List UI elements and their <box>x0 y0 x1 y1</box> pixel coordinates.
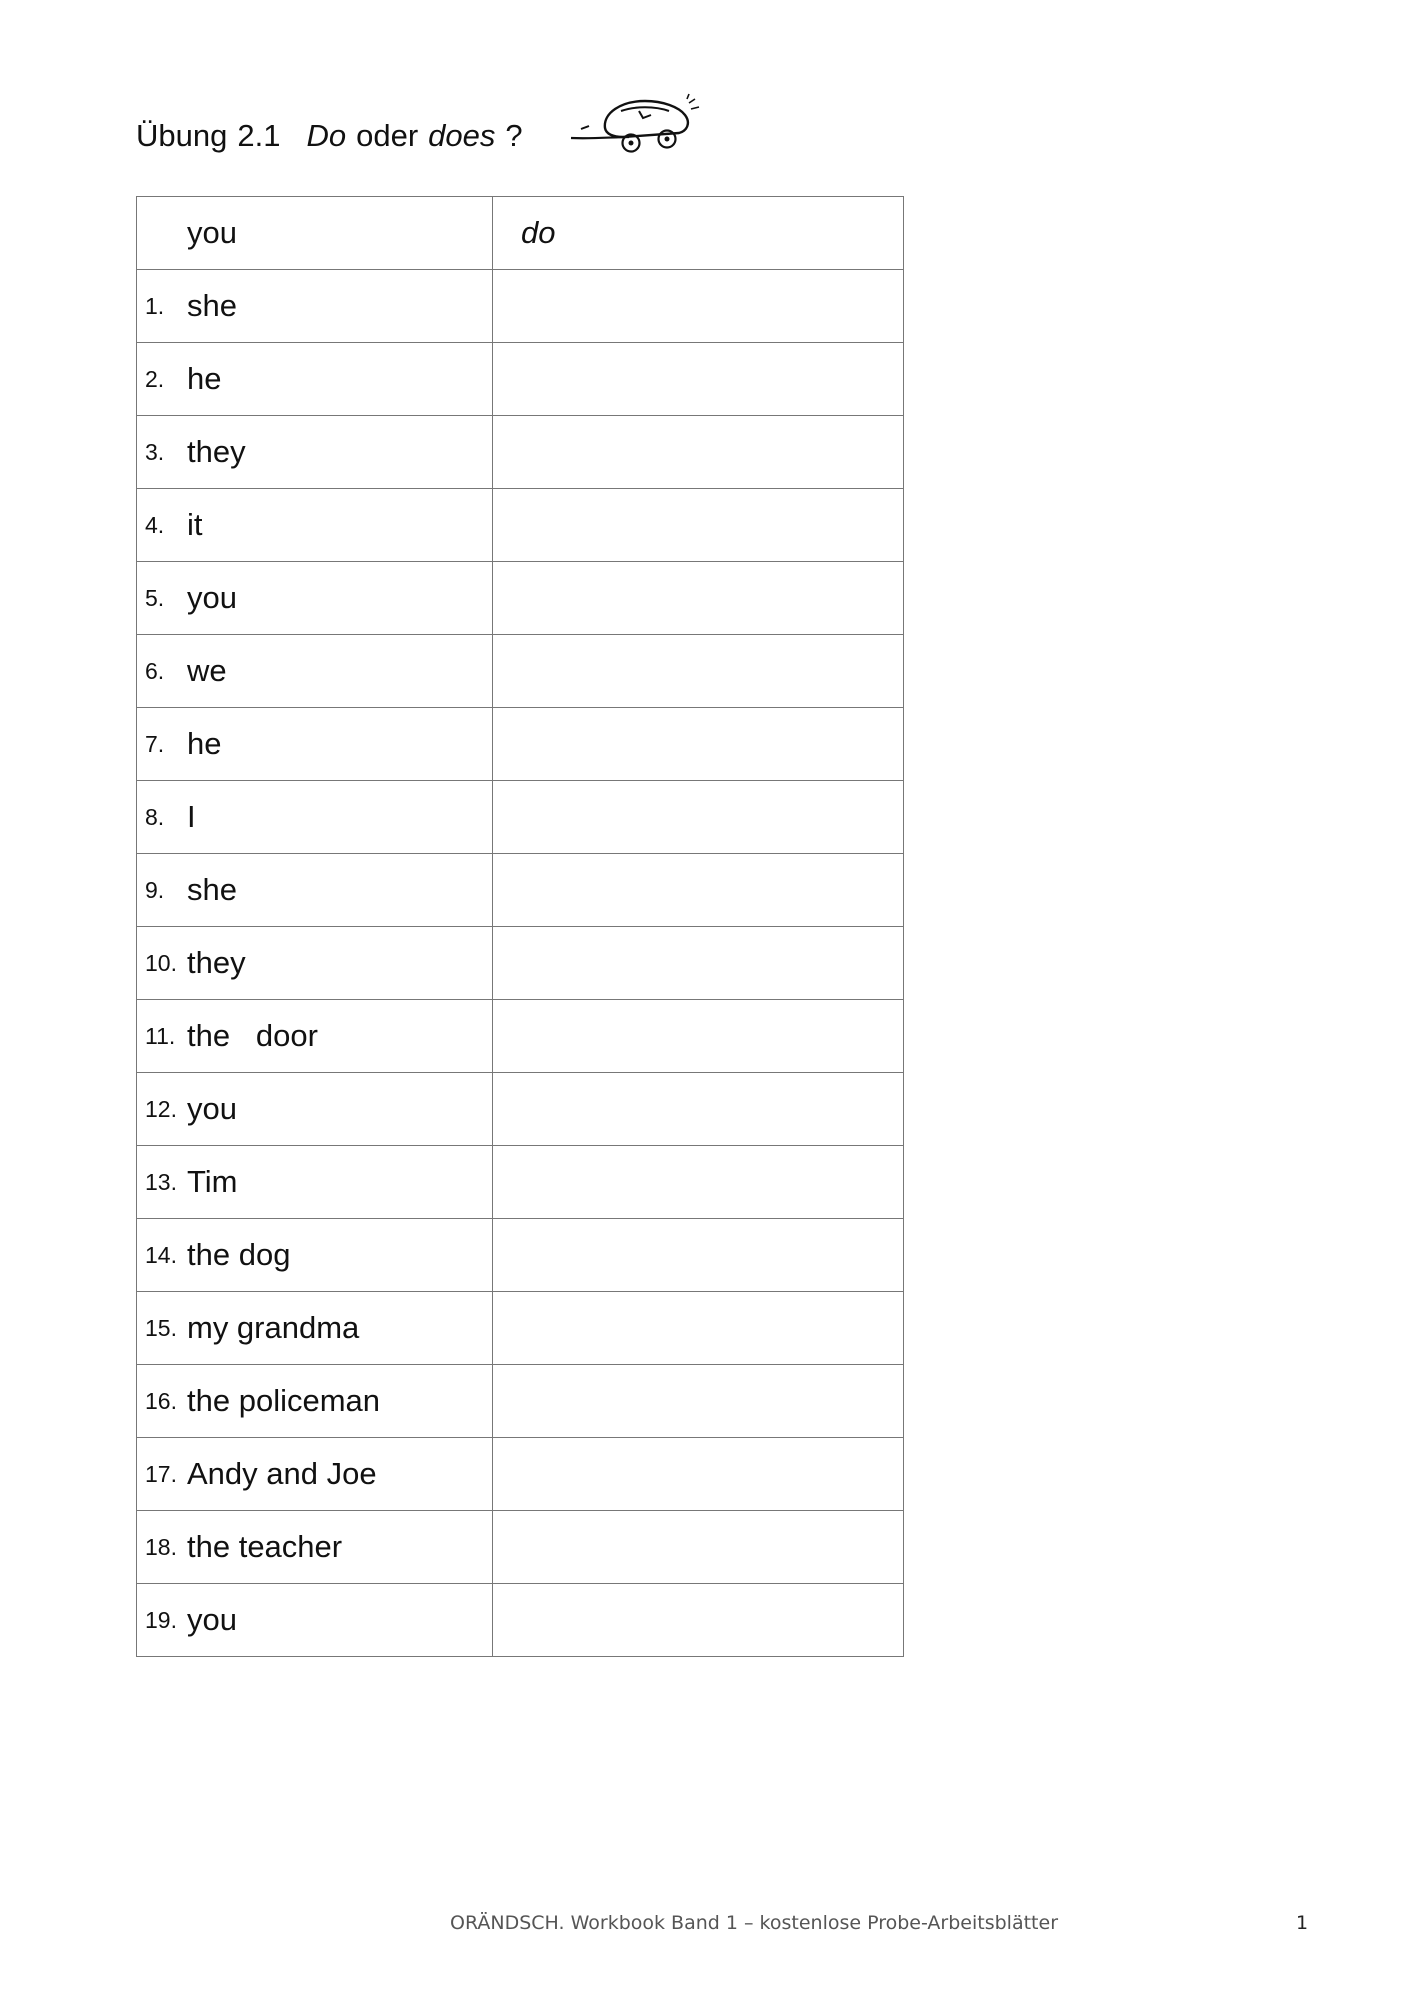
subject-text: you <box>187 1602 237 1637</box>
title-oder: oder <box>356 118 419 153</box>
exercise-title <box>136 112 703 160</box>
table-row <box>137 1292 904 1365</box>
subject-text: it <box>187 507 203 542</box>
row-number: 1. <box>145 292 165 319</box>
page-number: 1 <box>1296 1912 1309 1934</box>
subject-cell <box>137 854 493 927</box>
subject-cell <box>137 708 493 781</box>
table-row <box>137 1365 904 1438</box>
subject-text: they <box>187 945 246 980</box>
subject-text: she <box>187 288 237 323</box>
example-answer: do <box>521 215 556 250</box>
subject-text: she <box>187 872 237 907</box>
subject-text: my grandma <box>187 1310 360 1345</box>
title-does: does <box>428 118 496 153</box>
subject-cell <box>137 1365 493 1438</box>
answer-cell[interactable] <box>493 416 904 489</box>
answer-cell[interactable] <box>493 1584 904 1657</box>
row-number: 8. <box>145 803 165 830</box>
row-number: 4. <box>145 511 165 538</box>
subject-text: Tim <box>187 1164 238 1199</box>
answer-cell[interactable] <box>493 927 904 1000</box>
car-icon <box>529 57 703 203</box>
subject-cell <box>137 343 493 416</box>
row-number: 3. <box>145 438 165 465</box>
row-number: 19. <box>145 1606 177 1633</box>
row-number: 14. <box>145 1241 177 1268</box>
row-number: 2. <box>145 365 165 392</box>
answer-cell[interactable] <box>493 1073 904 1146</box>
subject-text: you <box>187 1091 237 1126</box>
subject-text: the dog <box>187 1237 291 1272</box>
answer-cell[interactable] <box>493 635 904 708</box>
exercise-number: 2.1 <box>237 118 281 153</box>
row-number: 18. <box>145 1533 177 1560</box>
answer-cell[interactable] <box>493 1292 904 1365</box>
answer-cell[interactable] <box>493 270 904 343</box>
subject-cell <box>137 1438 493 1511</box>
row-number: 7. <box>145 730 165 757</box>
table-row <box>137 1511 904 1584</box>
title-question-mark: ? <box>505 118 523 153</box>
subject-text: he <box>187 726 222 761</box>
table-row <box>137 270 904 343</box>
subject-cell <box>137 1584 493 1657</box>
subject-cell <box>137 1146 493 1219</box>
subject-cell <box>137 1219 493 1292</box>
table-row <box>137 1000 904 1073</box>
subject-text: you <box>187 580 237 615</box>
table-row <box>137 781 904 854</box>
subject-text: the policeman <box>187 1383 381 1418</box>
subject-cell <box>137 635 493 708</box>
table-row <box>137 343 904 416</box>
table-row <box>137 1146 904 1219</box>
row-number: 16. <box>145 1387 177 1414</box>
table-row <box>137 1584 904 1657</box>
answer-cell[interactable] <box>493 781 904 854</box>
answer-cell[interactable] <box>493 1365 904 1438</box>
answer-cell[interactable] <box>493 562 904 635</box>
answer-cell[interactable] <box>493 1219 904 1292</box>
table-row <box>137 1073 904 1146</box>
title-do: Do <box>306 118 347 153</box>
row-number: 10. <box>145 949 177 976</box>
subject-text: Andy and Joe <box>187 1456 377 1491</box>
table-row <box>137 708 904 781</box>
example-subject-cell <box>137 197 493 270</box>
row-number: 6. <box>145 657 165 684</box>
subject-cell <box>137 489 493 562</box>
table-row <box>137 489 904 562</box>
subject-text: I <box>187 799 196 834</box>
subject-text: they <box>187 434 246 469</box>
example-answer-cell <box>493 197 904 270</box>
table-row <box>137 635 904 708</box>
answer-cell[interactable] <box>493 854 904 927</box>
table-row <box>137 927 904 1000</box>
table-row <box>137 1438 904 1511</box>
table-row <box>137 854 904 927</box>
example-subject: you <box>187 215 237 250</box>
row-number: 9. <box>145 876 165 903</box>
subject-cell <box>137 927 493 1000</box>
subject-cell <box>137 270 493 343</box>
row-number: 17. <box>145 1460 177 1487</box>
row-number: 12. <box>145 1095 177 1122</box>
row-number: 5. <box>145 584 165 611</box>
subject-cell <box>137 1000 493 1073</box>
table-row <box>137 1219 904 1292</box>
answer-cell[interactable] <box>493 708 904 781</box>
exercise-table <box>136 196 904 1657</box>
subject-cell <box>137 1292 493 1365</box>
answer-cell[interactable] <box>493 343 904 416</box>
subject-cell <box>137 1073 493 1146</box>
row-number: 13. <box>145 1168 177 1195</box>
row-number: 15. <box>145 1314 177 1341</box>
table-row <box>137 416 904 489</box>
footer-text: ORÄNDSCH. Workbook Band 1 – kostenlose Probe-Arbeitsblätter <box>450 1912 1058 1934</box>
answer-cell[interactable] <box>493 1000 904 1073</box>
subject-cell <box>137 562 493 635</box>
subject-cell <box>137 416 493 489</box>
exercise-label: Übung <box>136 118 228 153</box>
example-row <box>137 197 904 270</box>
subject-cell <box>137 781 493 854</box>
subject-text: the door <box>187 1018 318 1053</box>
subject-text: he <box>187 361 222 396</box>
answer-cell[interactable] <box>493 489 904 562</box>
subject-cell <box>137 1511 493 1584</box>
subject-text: we <box>187 653 227 688</box>
subject-text: the teacher <box>187 1529 343 1564</box>
answer-cell[interactable] <box>493 1438 904 1511</box>
answer-cell[interactable] <box>493 1511 904 1584</box>
row-number: 11. <box>145 1022 176 1049</box>
answer-cell[interactable] <box>493 1146 904 1219</box>
table-row <box>137 562 904 635</box>
